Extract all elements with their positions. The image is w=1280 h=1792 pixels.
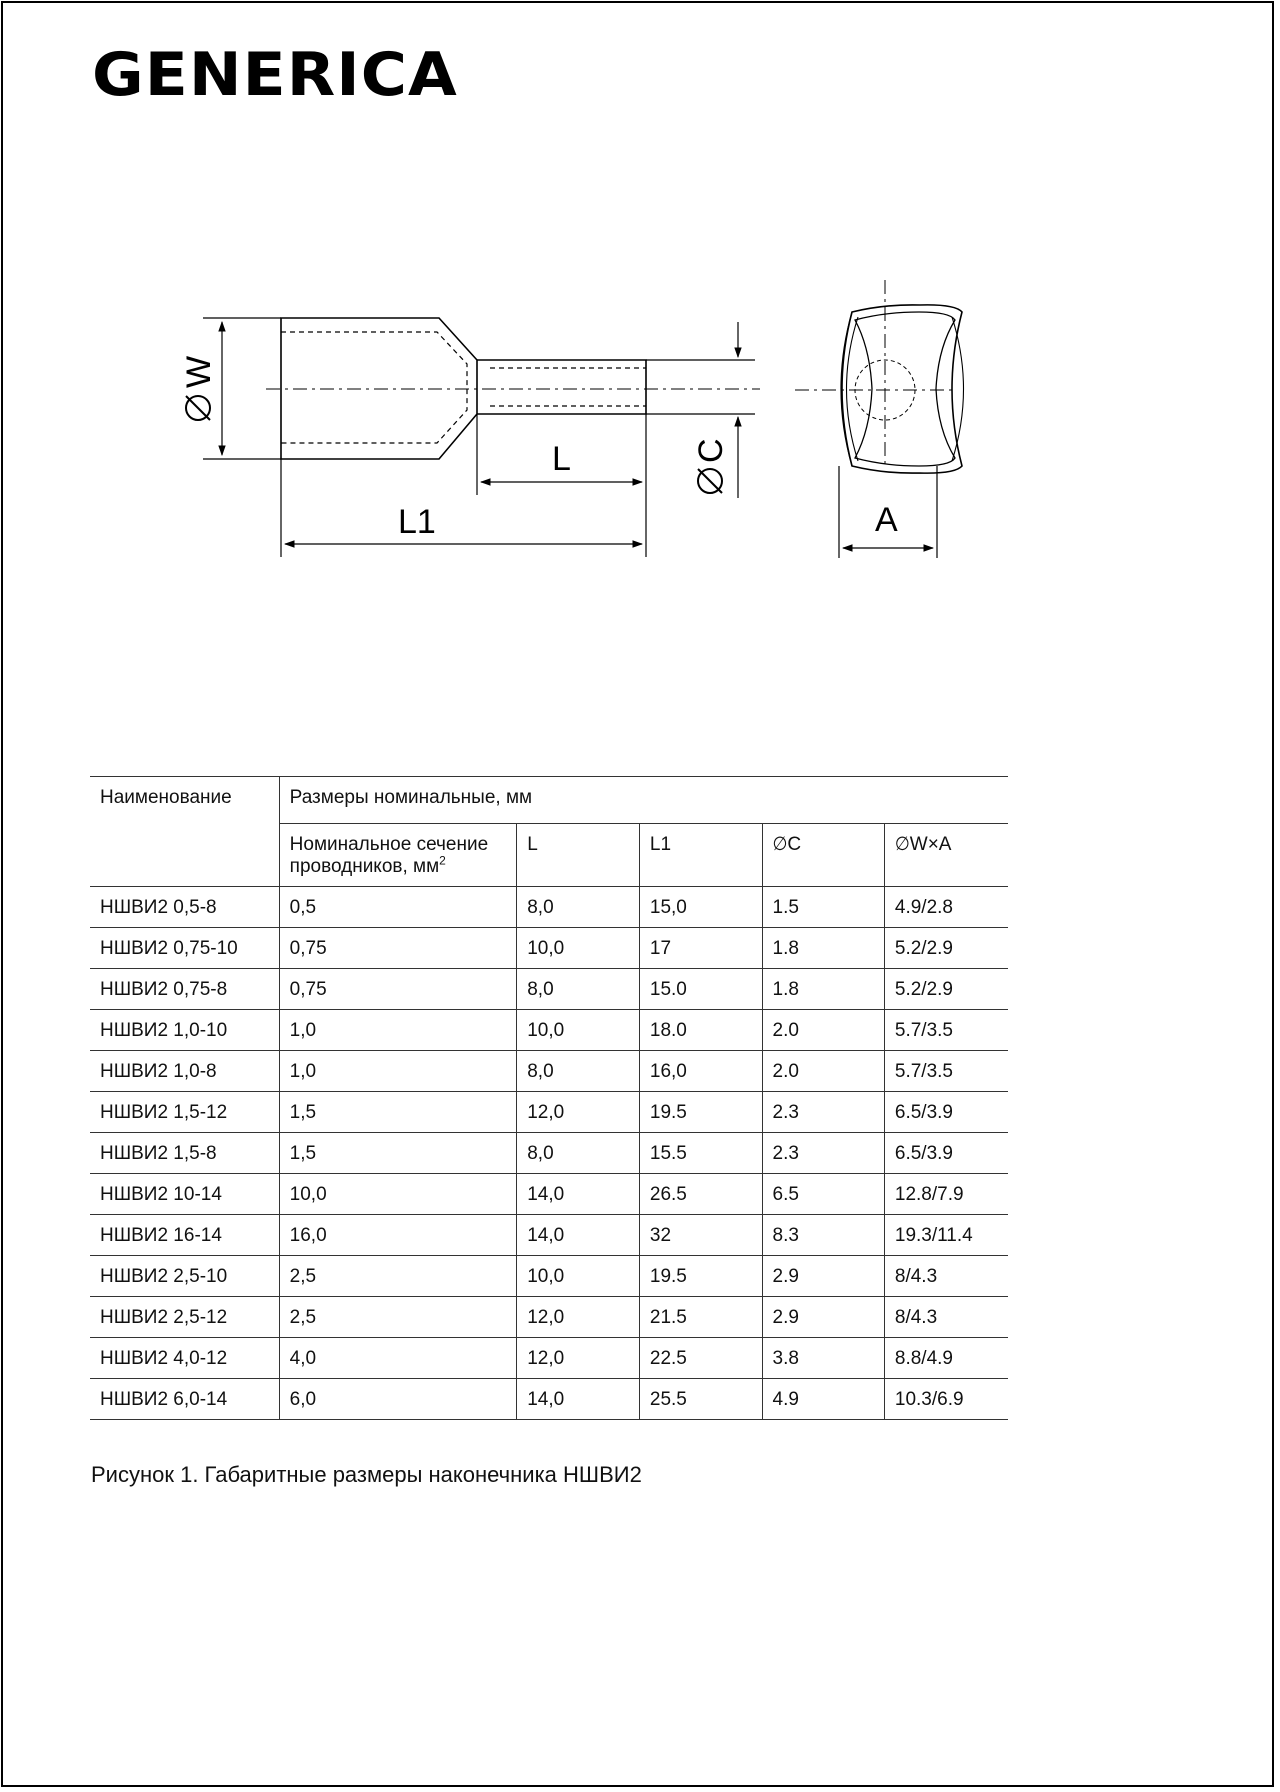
cell-wa: 5.7/3.5 (884, 1010, 1008, 1051)
cell-section: 2,5 (279, 1297, 517, 1338)
cell-c: 2.9 (762, 1256, 884, 1297)
cell-l: 14,0 (517, 1215, 640, 1256)
table-row (90, 969, 1008, 1010)
cell-wa: 8/4.3 (884, 1297, 1008, 1338)
table-row (90, 1297, 1008, 1338)
cell-wa: 5.7/3.5 (884, 1051, 1008, 1092)
cell-name: НШВИ2 10-14 (90, 1174, 279, 1215)
label-l: L (552, 440, 571, 478)
cell-wa: 8.8/4.9 (884, 1338, 1008, 1379)
cell-l1: 22.5 (639, 1338, 762, 1379)
cell-name: НШВИ2 4,0-12 (90, 1338, 279, 1379)
cell-l: 14,0 (517, 1379, 640, 1420)
header-wa: ∅W×A (884, 824, 1008, 887)
header-group: Размеры номинальные, мм (279, 777, 1008, 824)
header-l: L (517, 824, 640, 887)
table-header-row (90, 777, 1008, 824)
cell-wa: 12.8/7.9 (884, 1174, 1008, 1215)
cell-l1: 26.5 (639, 1174, 762, 1215)
cell-section: 2,5 (279, 1256, 517, 1297)
table-row (90, 1379, 1008, 1420)
cell-section: 6,0 (279, 1379, 517, 1420)
cell-c: 3.8 (762, 1338, 884, 1379)
table-row (90, 887, 1008, 928)
cell-l: 10,0 (517, 1010, 640, 1051)
label-w: W (180, 355, 218, 388)
cell-l: 12,0 (517, 1092, 640, 1133)
cell-wa: 4.9/2.8 (884, 887, 1008, 928)
cell-l1: 15,0 (639, 887, 762, 928)
cell-wa: 10.3/6.9 (884, 1379, 1008, 1420)
cell-wa: 8/4.3 (884, 1256, 1008, 1297)
ferrule-drawing (0, 0, 1280, 620)
cell-c: 8.3 (762, 1215, 884, 1256)
cell-l: 10,0 (517, 928, 640, 969)
brand-logo: GENERICA (92, 40, 458, 110)
cell-c: 4.9 (762, 1379, 884, 1420)
cell-l: 8,0 (517, 1051, 640, 1092)
dimension-l1 (281, 459, 646, 557)
header-name: Наименование (90, 777, 279, 887)
cell-wa: 6.5/3.9 (884, 1133, 1008, 1174)
header-section: Номинальное сечение проводников, $мм^2$ (279, 824, 517, 887)
cell-section: 0,75 (279, 928, 517, 969)
cell-l: 12,0 (517, 1338, 640, 1379)
cell-wa: 19.3/11.4 (884, 1215, 1008, 1256)
cell-l: 8,0 (517, 887, 640, 928)
cell-section: 1,5 (279, 1133, 517, 1174)
cell-l1: 32 (639, 1215, 762, 1256)
cell-l: 8,0 (517, 1133, 640, 1174)
cell-name: НШВИ2 1,0-8 (90, 1051, 279, 1092)
figure-caption: Рисунок 1. Габаритные размеры наконечника НШВИ2 (91, 1462, 642, 1487)
header-c: ∅C (762, 824, 884, 887)
cell-wa: 6.5/3.9 (884, 1092, 1008, 1133)
label-a: A (875, 501, 898, 539)
cell-section: 1,0 (279, 1010, 517, 1051)
cell-section: 16,0 (279, 1215, 517, 1256)
table-row (90, 928, 1008, 969)
table-row (90, 1215, 1008, 1256)
cell-c: 1.8 (762, 969, 884, 1010)
cell-name: НШВИ2 16-14 (90, 1215, 279, 1256)
cell-name: НШВИ2 0,75-8 (90, 969, 279, 1010)
cell-l1: 16,0 (639, 1051, 762, 1092)
cell-section: 10,0 (279, 1174, 517, 1215)
cell-section: 1,5 (279, 1092, 517, 1133)
cell-name: НШВИ2 1,5-8 (90, 1133, 279, 1174)
cell-name: НШВИ2 0,5-8 (90, 887, 279, 928)
cell-section: 0,5 (279, 887, 517, 928)
cell-c: 2.0 (762, 1010, 884, 1051)
cell-wa: 5.2/2.9 (884, 928, 1008, 969)
cell-l: 12,0 (517, 1297, 640, 1338)
cell-c: 2.0 (762, 1051, 884, 1092)
label-c: C (692, 438, 730, 463)
cell-l1: 15.0 (639, 969, 762, 1010)
cell-l: 8,0 (517, 969, 640, 1010)
cell-c: 2.3 (762, 1133, 884, 1174)
table-row (90, 1338, 1008, 1379)
cell-name: НШВИ2 2,5-10 (90, 1256, 279, 1297)
cell-name: НШВИ2 0,75-10 (90, 928, 279, 969)
cell-c: 2.3 (762, 1092, 884, 1133)
label-l1: L1 (398, 503, 436, 541)
table-row (90, 1256, 1008, 1297)
cell-name: НШВИ2 1,5-12 (90, 1092, 279, 1133)
cell-l1: 21.5 (639, 1297, 762, 1338)
cell-l: 10,0 (517, 1256, 640, 1297)
cell-name: НШВИ2 6,0-14 (90, 1379, 279, 1420)
cell-section: 4,0 (279, 1338, 517, 1379)
header-l1: L1 (639, 824, 762, 887)
cell-l1: 19.5 (639, 1256, 762, 1297)
table-row (90, 1133, 1008, 1174)
table-row (90, 1092, 1008, 1133)
cell-c: 6.5 (762, 1174, 884, 1215)
ferrule-end-view (795, 280, 964, 473)
cell-l: 14,0 (517, 1174, 640, 1215)
cell-wa: 5.2/2.9 (884, 969, 1008, 1010)
table-row (90, 1174, 1008, 1215)
cell-l1: 15.5 (639, 1133, 762, 1174)
cell-c: 2.9 (762, 1297, 884, 1338)
cell-c: 1.5 (762, 887, 884, 928)
cell-l1: 18.0 (639, 1010, 762, 1051)
cell-c: 1.8 (762, 928, 884, 969)
ferrule-side-view (266, 318, 760, 459)
table-row (90, 1051, 1008, 1092)
dimensions-table (90, 776, 1008, 1420)
table-row (90, 1010, 1008, 1051)
cell-section: 1,0 (279, 1051, 517, 1092)
cell-l1: 17 (639, 928, 762, 969)
cell-l1: 25.5 (639, 1379, 762, 1420)
cell-l1: 19.5 (639, 1092, 762, 1133)
cell-name: НШВИ2 2,5-12 (90, 1297, 279, 1338)
cell-name: НШВИ2 1,0-10 (90, 1010, 279, 1051)
cell-section: 0,75 (279, 969, 517, 1010)
